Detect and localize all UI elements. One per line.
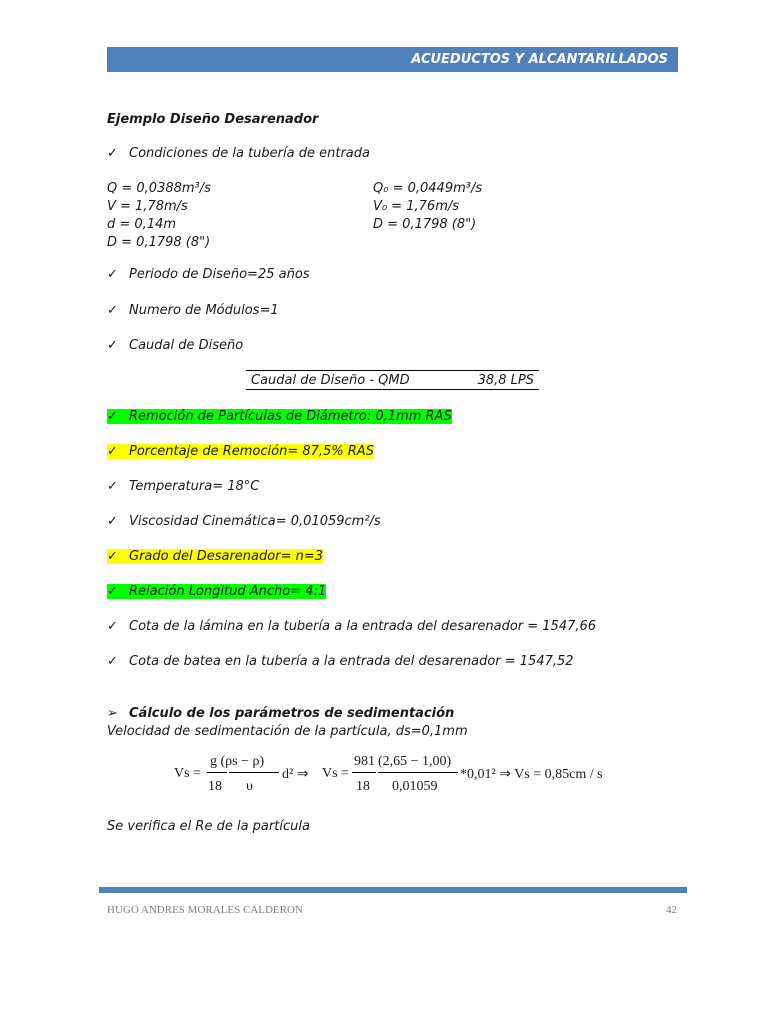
list-item-text: Viscosidad Cinemática= 0,01059cm²/s (129, 514, 381, 529)
list-item-text: Relación Longitud Ancho= 4:1 (129, 584, 327, 599)
list-item (107, 548, 323, 565)
design-flow-table (246, 370, 539, 390)
formula-vs1: Vs = (174, 766, 201, 781)
formula-den1b: υ (246, 779, 253, 794)
param-left: V = 1,78m/s (107, 199, 188, 214)
list-item (107, 513, 381, 530)
formula-d2: d² ⇒ (282, 767, 309, 782)
param-right: D = 0,1798 (8") (373, 217, 477, 232)
list-item (107, 583, 326, 600)
check-icon: ✓ (107, 479, 118, 494)
check-icon: ✓ (107, 444, 118, 459)
header-title: ACUEDUCTOS Y ALCANTARILLADOS (411, 52, 668, 67)
param-right: V₀ = 1,76m/s (373, 199, 460, 214)
formula-num2b: (2,65 − 1,00) (378, 754, 452, 769)
entrada-heading: Condiciones de la tubería de entrada (129, 146, 370, 161)
list-item: ✓ Caudal de Diseño (107, 338, 244, 353)
param-left: Q = 0,0388m³/s (107, 181, 211, 196)
formula-num2a: 981 (354, 754, 375, 769)
fraction-bar (378, 772, 458, 773)
entrada-heading-item (107, 145, 370, 162)
param-left: d = 0,14m (107, 217, 177, 232)
table-label: Caudal de Diseño - QMD (251, 373, 410, 388)
formula-vs2: Vs = (322, 766, 349, 781)
list-item-text: Temperatura= 18°C (129, 479, 260, 494)
list-item (107, 408, 452, 425)
check-icon: ✓ (107, 619, 118, 634)
list-item (107, 618, 596, 635)
formula-tail: *0,01² ⇒ Vs = 0,85cm / s (460, 767, 603, 782)
formula-den2b: 0,01059 (392, 779, 438, 794)
footer-author: HUGO ANDRES MORALES CALDERON (107, 904, 303, 916)
check-icon: ✓ (107, 409, 118, 424)
check-icon: ✓ (107, 303, 118, 318)
list-item-text: Remoción de Partículas de Diámetro: 0,1mm RAS (129, 409, 452, 424)
calc-heading: Cálculo de los parámetros de sedimentación (129, 706, 455, 721)
param-right: Q₀ = 0,0449m³/s (373, 181, 483, 196)
calc-heading-item (107, 705, 454, 722)
check-icon: ✓ (107, 549, 118, 564)
list-item-text: Cota de la lámina en la tubería a la entrada del desarenador = 1547,66 (129, 619, 597, 634)
check-icon: ✓ (107, 584, 118, 599)
check-icon: ✓ (107, 654, 118, 669)
list-item-text: Porcentaje de Remoción= 87,5% RAS (129, 444, 374, 459)
table-value: 38,8 LPS (477, 373, 534, 388)
list-item (107, 443, 374, 460)
fraction-bar (352, 772, 376, 773)
page-number: 42 (666, 904, 677, 916)
section-title: Ejemplo Diseño Desarenador (107, 112, 319, 127)
param-left: D = 0,1798 (8") (107, 235, 211, 250)
list-item: ✓ Periodo de Diseño=25 años (107, 267, 310, 282)
header-bar (107, 47, 678, 72)
formula-num1: g (ρs − ρ) (210, 754, 265, 769)
footer-bar (99, 887, 687, 893)
list-item-text: Grado del Desarenador= n=3 (129, 549, 323, 564)
list-item (107, 653, 574, 670)
check-icon: ✓ (107, 514, 118, 529)
check-icon: ✓ (107, 146, 118, 161)
list-item (107, 478, 259, 495)
calc-line: Velocidad de sedimentación de la partícula, ds=0,1mm (107, 724, 468, 739)
check-icon: ✓ (107, 338, 118, 353)
settling-velocity-formula (174, 750, 644, 800)
list-item: ✓ Numero de Módulos=1 (107, 303, 279, 318)
list-item-text: Cota de batea en la tubería a la entrada del desarenador = 1547,52 (129, 654, 574, 669)
formula-den1a: 18 (208, 779, 222, 794)
fraction-bar (207, 772, 227, 773)
formula-den2a: 18 (356, 779, 370, 794)
arrow-bullet-icon: ➢ (107, 706, 118, 721)
check-icon: ✓ (107, 267, 118, 282)
verify-line: Se verifica el Re de la partícula (107, 819, 310, 834)
fraction-bar (229, 772, 279, 773)
